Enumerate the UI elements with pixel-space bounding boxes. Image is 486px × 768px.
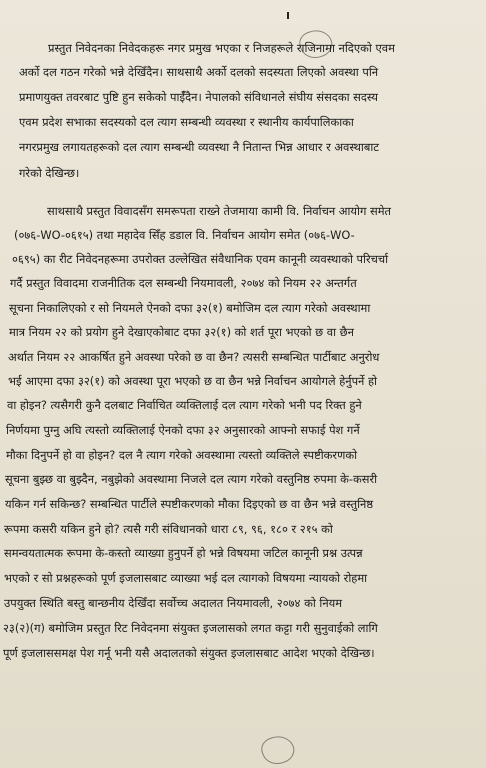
paragraph-1-line-4: एवम प्रदेश सभाका सदस्यको दल त्याग सम्बन्धी व्यवस्था र स्थानीय कार्यपालिकाका	[19, 115, 354, 129]
paragraph-2-line-12: सूचना बुझ्छ वा बुझ्दैन, नबुझेको अवस्थामा निजले दल त्याग गरेको वस्तुनिष्ठ रुपमा के-कसरी	[5, 472, 378, 486]
paragraph-1-line-3: प्रमाणयुक्त तवरबाट पुष्टि हुन सकेको पाईँदैन। नेपालको संविधानले संघीय संसदका सदस्य	[19, 90, 378, 104]
paragraph-2-line-7: अर्थात नियम २२ आकर्षित हुने अवस्था परेको छ वा छैन? त्यसरी सम्बन्धित पार्टीबाट अनुरोध	[8, 350, 380, 364]
handwritten-signature-mark-bottom	[258, 731, 298, 768]
paragraph-2-line-11: मौका दिनुपर्ने हो वा होइन? दल नै त्याग गरेको अवस्थामा त्यस्तो व्यक्तिले स्पष्टीकरणको	[6, 448, 358, 462]
paragraph-2-line-4: गर्दै प्रस्तुत विवादमा राजनीतिक दल सम्बन्धी नियमावली, २०७४ को नियम २२ अन्तर्गत	[10, 276, 357, 290]
paragraph-2-line-13: यकिन गर्न सकिन्छ? सम्बन्धित पार्टीले स्पष्टीकरणको मौका दिइएको छ वा छैन भन्ने वस्तुनिष्ठ	[5, 497, 374, 511]
paragraph-2-line-10: निर्णयमा पुग्नु अघि त्यस्तो व्यक्तिलाई ऐनको दफा ३२ अनुसारको आफ्नो सफाई पेश गर्ने	[6, 423, 360, 437]
paragraph-2-line-8: भई आएमा दफा ३२(१) को अवस्था पूरा भएको छ वा छैन भन्ने निर्वाचन आयोगले हेर्नुपर्ने हो	[8, 374, 377, 388]
paragraph-2-line-17: उपयुक्त स्थिति बस्तु बान्छनीय देखिँदा सर्वोच्च अदालत नियमावली, २०७४ को नियम	[4, 596, 343, 610]
paragraph-1-line-2: अर्को दल गठन गरेको भन्ने देखिँदैन। साथसाथै अर्को दलको सदस्यता लिएको अवस्था पनि	[19, 65, 379, 79]
paragraph-2-line-16: भएको र सो प्रश्नहरूको पूर्ण इजलासबाट व्याख्या भई दल त्यागको विषयमा न्यायको रोहमा	[4, 571, 368, 585]
paragraph-2-line-9: वा होइन? त्यसैगरी कुनै दलबाट निर्वाचित व्यक्तिलाई दल त्याग गरेको भनी पद रिक्त हुने	[7, 398, 362, 412]
paragraph-1-line-6: गरेको देखिन्छ।	[19, 166, 80, 180]
paragraph-2-line-18: २३(२)(ग) बमोजिम प्रस्तुत रिट निवेदनमा संयुक्त इजलासको लगत कट्टा गरी सुनुवाईको लागि	[3, 621, 378, 635]
paragraph-2-line-15: समन्वयतात्मक रूपमा के-कस्तो व्याख्या हुनुपर्ने हो भन्ने विषयमा जटिल कानूनी प्रश्न उत्पन्न	[4, 546, 363, 560]
paragraph-1-line-5: नगरप्रमुख लगायतहरूको दल त्याग सम्बन्धी व्यवस्था नै नितान्त भिन्न आधार र अवस्थाबाट	[19, 140, 380, 154]
paragraph-2-line-2: (०७६-WO-०६१५) तथा महादेव सिँह डडाल वि. निर्वाचन आयोग समेत (०७६-WO-	[14, 228, 355, 242]
paragraph-2-line-1: साथसाथै प्रस्तुत विवादसँग समरूपता राख्ने तेजमाया कामी वि. निर्वाचन आयोग समेत	[47, 204, 391, 218]
paragraph-1-line-1: प्रस्तुत निवेदनका निवेदकहरू नगर प्रमुख भएका र निजहरूले राजिनामा नदिएको एवम	[48, 41, 395, 55]
paragraph-2-line-3: ०६९५) का रीट निवेदनहरूमा उपरोक्त उल्लेखित संवैधानिक एवम कानूनी व्यवस्थाको परिचर्चा	[12, 252, 389, 266]
paragraph-2-line-5: सूचना निकालिएको र सो नियमले ऐनको दफा ३२(१) बमोजिम दल त्याग गरेको अवस्थामा	[9, 301, 371, 315]
paragraph-2-line-6: मात्र नियम २२ को प्रयोग हुने देखाएकोबाट दफा ३२(१) को शर्त पूरा भएको छ वा छैन	[9, 325, 354, 339]
paragraph-2-line-14: रूपमा कसरी यकिन हुने हो? त्यसै गरी संविधानको धारा ८९, ९६, १८० र २१५ को	[4, 522, 333, 536]
page-mark	[287, 12, 289, 19]
paragraph-2-line-19: पूर्ण इजलाससमक्ष पेश गर्नू भनी यसै अदालतको संयुक्त इजलासबाट आदेश भएको देखिन्छ।	[3, 646, 375, 660]
